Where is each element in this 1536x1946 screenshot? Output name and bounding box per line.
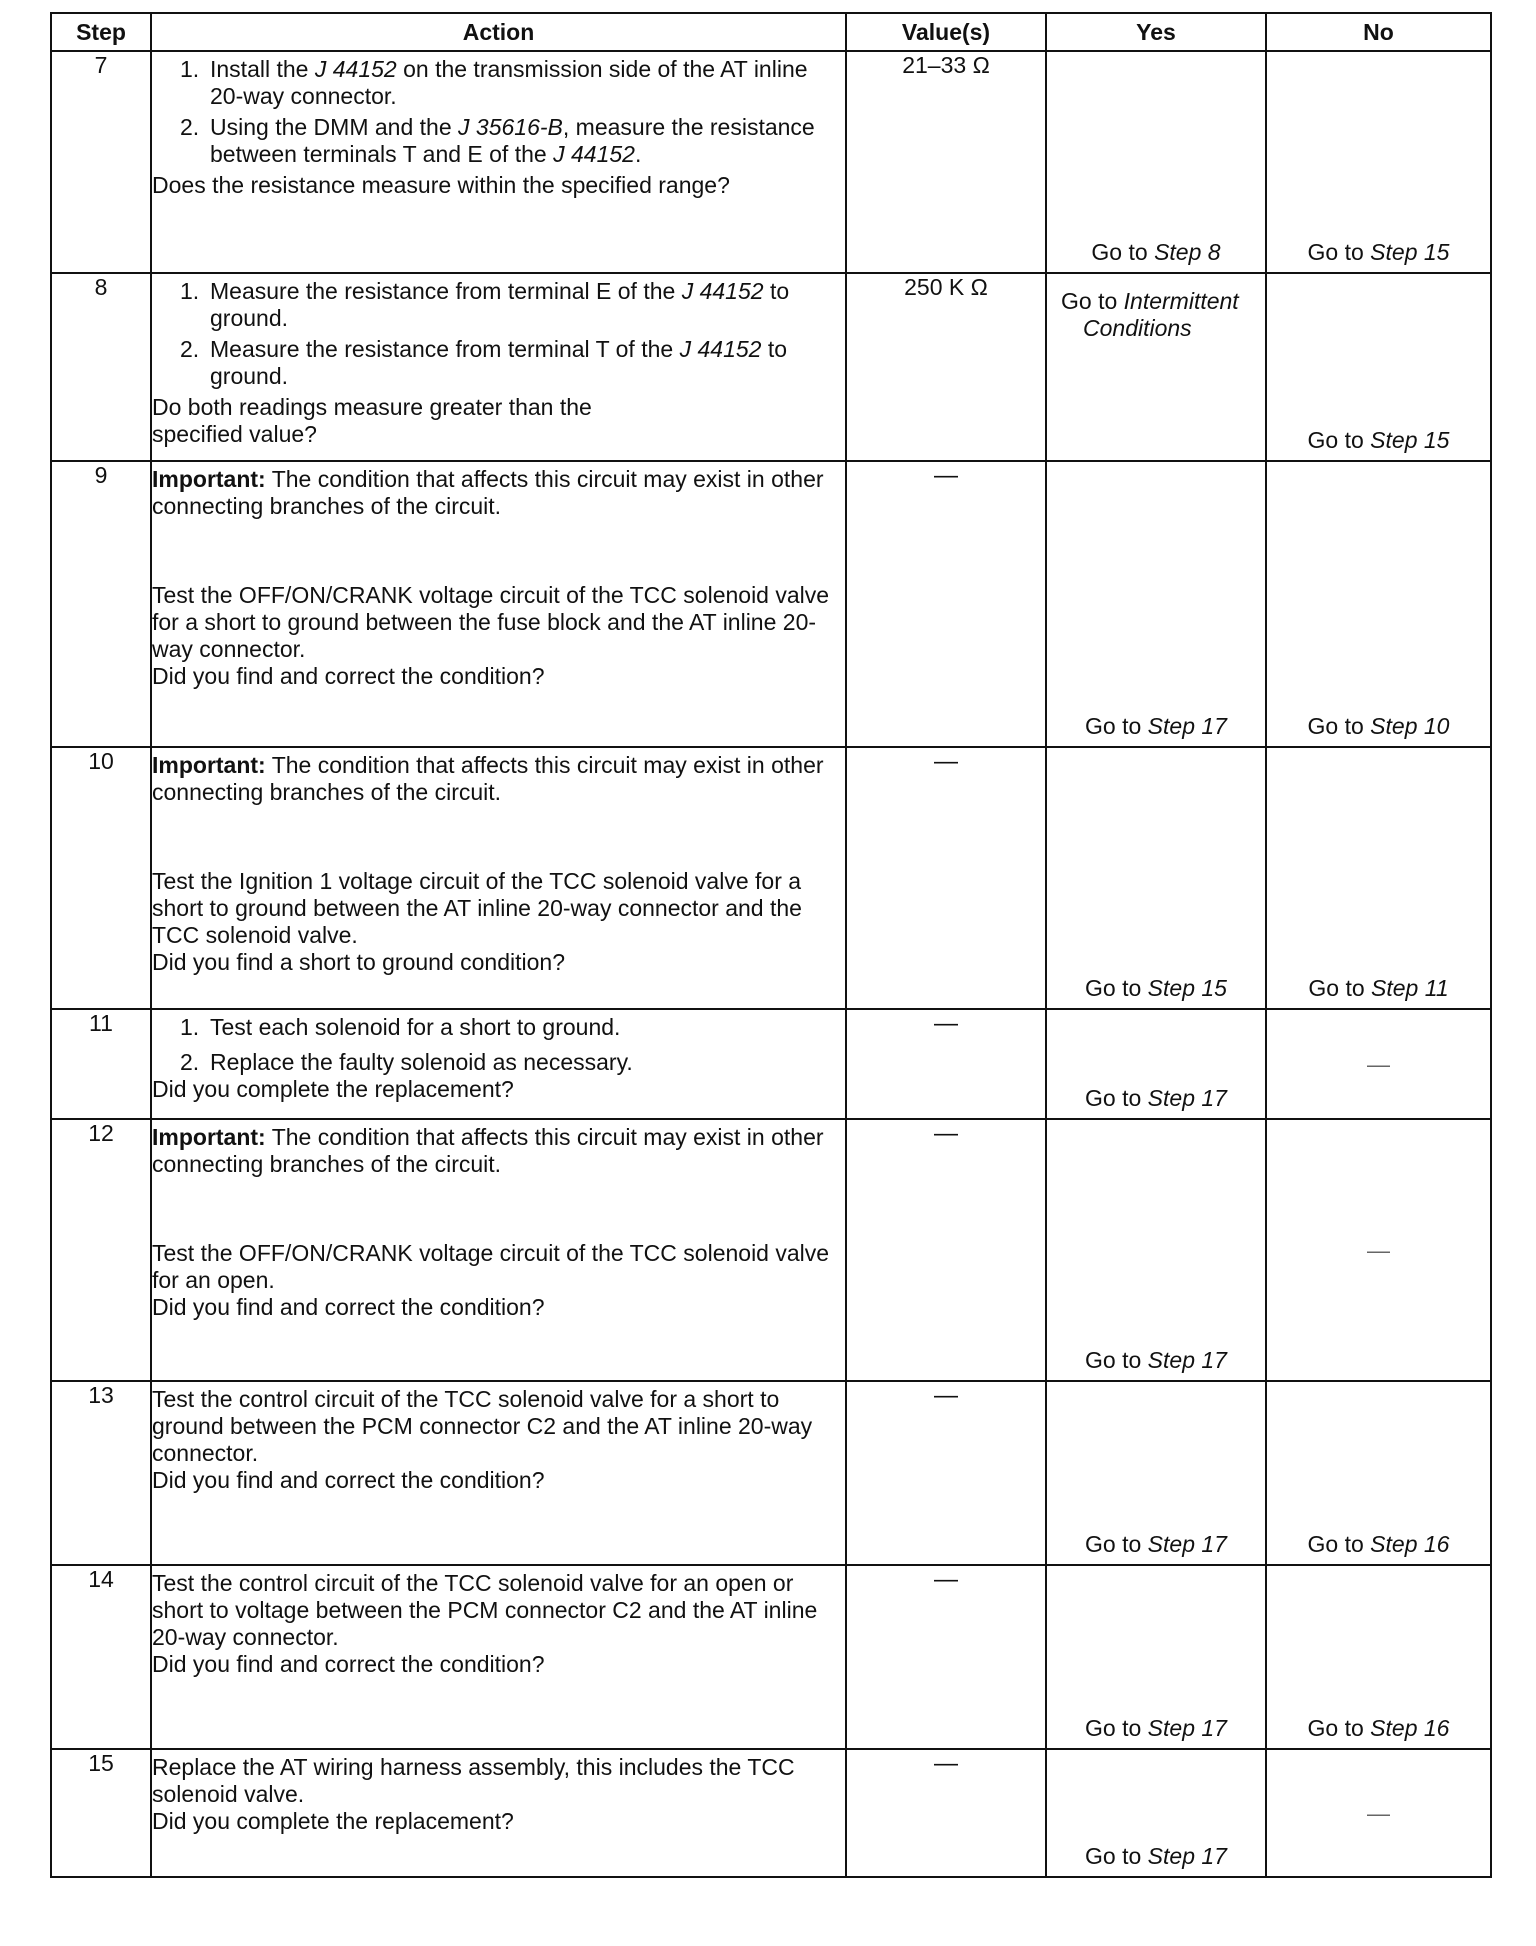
- action-question: Did you find and correct the condition?: [152, 1651, 545, 1677]
- value-cell: 21–33 Ω: [846, 51, 1046, 273]
- action-item: 2. Using the DMM and the J 35616-B, measure the resistance between terminals T and E of the J 44152.: [180, 114, 815, 167]
- no-cell: —: [1266, 1009, 1491, 1119]
- important-note: Important: The condition that affects this circuit may exist in other connecting branches of the circuit.: [152, 466, 824, 519]
- no-cell: [1266, 51, 1491, 273]
- yes-cell: [1046, 1119, 1266, 1381]
- no-cell: [1266, 747, 1491, 1009]
- no-goto: Go to Step 16: [1307, 1531, 1450, 1557]
- action-item: 1. Install the J 44152 on the transmission side of the AT inline 20-way connector.: [180, 56, 808, 109]
- no-cell: [1266, 461, 1491, 747]
- value-cell: —: [846, 1381, 1046, 1565]
- no-cell: [1266, 1565, 1491, 1749]
- action-item: 2. Replace the faulty solenoid as necessary.: [180, 1049, 633, 1075]
- action-cell: [151, 51, 846, 273]
- table-header-row: [51, 13, 1491, 51]
- action-cell: [151, 273, 846, 461]
- yes-cell: [1046, 461, 1266, 747]
- yes-cell: [1046, 51, 1266, 273]
- yes-goto: Go to Step 17: [1085, 1085, 1227, 1111]
- action-body: Test the control circuit of the TCC solenoid valve for a short to ground between the PCM connector C2 and the AT inline 20-way connector.: [152, 1386, 813, 1466]
- important-note: Important: The condition that affects this circuit may exist in other connecting branches of the circuit.: [152, 1124, 824, 1177]
- table-row-step-11: [51, 1009, 1491, 1119]
- action-question: Did you find and correct the condition?: [152, 1467, 545, 1493]
- no-cell: [1266, 1381, 1491, 1565]
- action-cell: [151, 1009, 846, 1119]
- action-question: Did you find and correct the condition?: [152, 663, 545, 689]
- action-body: Replace the AT wiring harness assembly, this includes the TCC solenoid valve.: [152, 1754, 795, 1807]
- yes-goto: Go to Step 17: [1085, 1347, 1227, 1373]
- yes-cell: [1046, 1565, 1266, 1749]
- header-values: Value(s): [846, 13, 1046, 51]
- yes-goto: Go to Intermittent Conditions: [1061, 288, 1239, 341]
- action-question: Do both readings measure greater than the specified value?: [152, 394, 592, 447]
- step-number: 8: [51, 273, 151, 461]
- step-number: 13: [51, 1381, 151, 1565]
- action-body: Test the control circuit of the TCC solenoid valve for an open or short to voltage between the PCM connector C2 and the AT inline 20-way connector.: [152, 1570, 818, 1650]
- no-cell: —: [1266, 1119, 1491, 1381]
- table-row-step-15: [51, 1749, 1491, 1877]
- yes-cell: [1046, 1009, 1266, 1119]
- table-row-step-7: [51, 51, 1491, 273]
- action-body: Test the OFF/ON/CRANK voltage circuit of the TCC solenoid valve for a short to ground between the fuse block and the AT inline 20-way connector.: [152, 582, 830, 662]
- no-goto: Go to Step 11: [1308, 975, 1449, 1001]
- no-goto: Go to Step 10: [1307, 713, 1450, 739]
- yes-goto: Go to Step 15: [1085, 975, 1227, 1001]
- table-row-step-9: [51, 461, 1491, 747]
- action-cell: [151, 747, 846, 1009]
- action-question: Did you complete the replacement?: [152, 1808, 514, 1834]
- header-step: Step: [51, 13, 151, 51]
- value-cell: —: [846, 747, 1046, 1009]
- action-cell: [151, 461, 846, 747]
- action-item: 1. Test each solenoid for a short to ground.: [180, 1014, 621, 1040]
- diagnostic-table: [50, 12, 1492, 1878]
- action-question: Did you find a short to ground condition?: [152, 949, 565, 975]
- value-cell: —: [846, 1565, 1046, 1749]
- step-number: 9: [51, 461, 151, 747]
- step-number: 15: [51, 1749, 151, 1877]
- no-goto: Go to Step 15: [1307, 427, 1450, 453]
- value-cell: —: [846, 1119, 1046, 1381]
- table-row-step-13: [51, 1381, 1491, 1565]
- header-action: Action: [151, 13, 846, 51]
- step-number: 11: [51, 1009, 151, 1119]
- step-number: 7: [51, 51, 151, 273]
- value-cell: 250 K Ω: [846, 273, 1046, 461]
- header-yes: Yes: [1046, 13, 1266, 51]
- yes-cell: [1046, 1381, 1266, 1565]
- no-cell: —: [1266, 1749, 1491, 1877]
- action-cell: [151, 1119, 846, 1381]
- table-row-step-8: [51, 273, 1491, 461]
- table-row-step-14: [51, 1565, 1491, 1749]
- important-note: Important: The condition that affects this circuit may exist in other connecting branches of the circuit.: [152, 752, 824, 805]
- yes-goto: Go to Step 17: [1085, 1531, 1227, 1557]
- yes-goto: Go to Step 17: [1085, 1843, 1227, 1869]
- yes-goto: Go to Step 17: [1085, 1715, 1227, 1741]
- no-goto: Go to Step 16: [1307, 1715, 1450, 1741]
- action-question: Did you find and correct the condition?: [152, 1294, 545, 1320]
- table-row-step-12: [51, 1119, 1491, 1381]
- action-body: Test the OFF/ON/CRANK voltage circuit of the TCC solenoid valve for an open.: [152, 1240, 830, 1293]
- yes-cell: [1046, 273, 1266, 461]
- no-goto: Go to Step 15: [1307, 239, 1450, 265]
- no-cell: [1266, 273, 1491, 461]
- action-cell: [151, 1565, 846, 1749]
- yes-goto: Go to Step 17: [1085, 713, 1227, 739]
- action-item: 2. Measure the resistance from terminal T of the J 44152 to ground.: [180, 336, 788, 389]
- action-question: Did you complete the replacement?: [152, 1076, 514, 1102]
- action-cell: [151, 1381, 846, 1565]
- header-no: No: [1266, 13, 1491, 51]
- value-cell: —: [846, 1009, 1046, 1119]
- step-number: 12: [51, 1119, 151, 1381]
- action-body: Test the Ignition 1 voltage circuit of the TCC solenoid valve for a short to ground between the AT inline 20-way connector and the TCC solenoid valve.: [152, 868, 802, 948]
- action-cell: [151, 1749, 846, 1877]
- action-item: 1. Measure the resistance from terminal E of the J 44152 to ground.: [180, 278, 790, 331]
- value-cell: —: [846, 1749, 1046, 1877]
- value-cell: —: [846, 461, 1046, 747]
- step-number: 10: [51, 747, 151, 1009]
- yes-cell: [1046, 747, 1266, 1009]
- table-row-step-10: [51, 747, 1491, 1009]
- yes-cell: [1046, 1749, 1266, 1877]
- yes-goto: Go to Step 8: [1091, 239, 1221, 265]
- step-number: 14: [51, 1565, 151, 1749]
- action-question: Does the resistance measure within the specified range?: [152, 172, 730, 198]
